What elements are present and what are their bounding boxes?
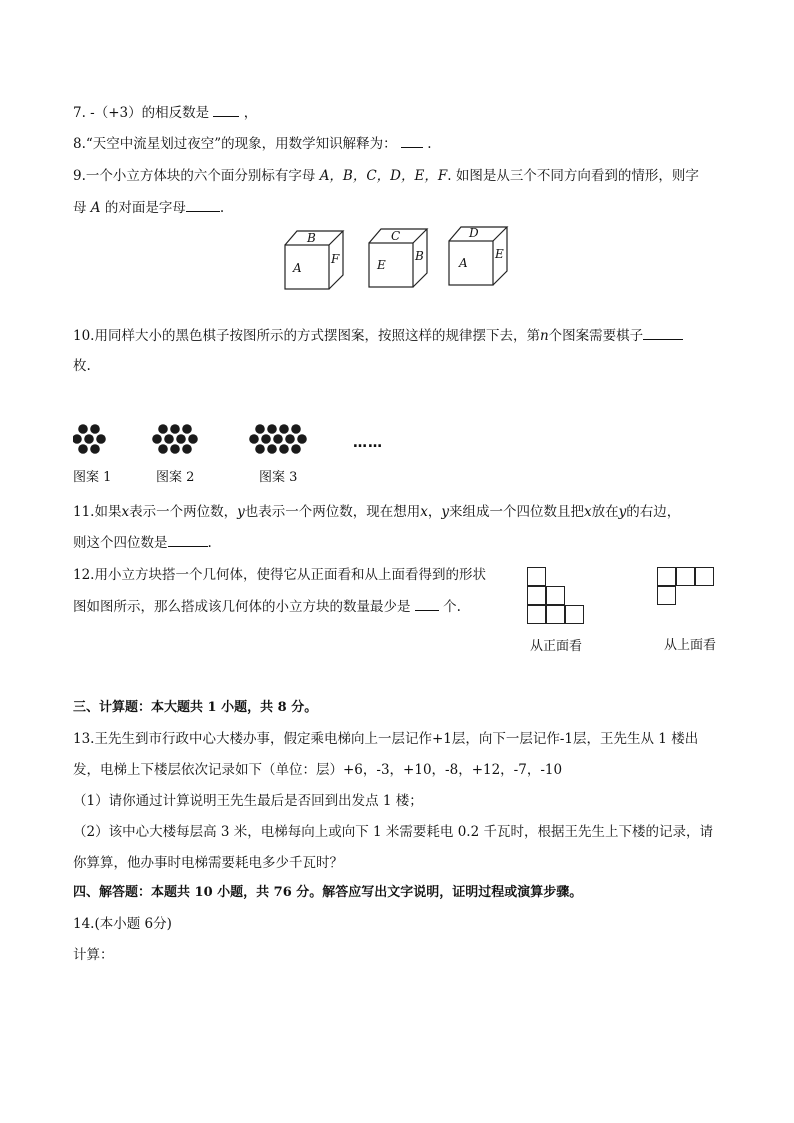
top-view-grid <box>657 567 717 607</box>
q11-punct: . <box>207 535 212 551</box>
cube-1-side-letter: F <box>331 252 340 266</box>
front-view-cell <box>546 605 565 624</box>
question-12-line2 <box>73 598 461 616</box>
q7-text: 7. -（+3）的相反数是 <box>73 105 210 121</box>
question-14-title: 14.(本小题 6分) <box>73 916 172 932</box>
q13-sub2a: （2）该中心大楼每层高 3 米，电梯每向上或向下 1 米需要耗电 0.2 千瓦时，根据王先生上下楼的记录，请 <box>73 824 713 840</box>
q11-y2: y <box>441 504 450 520</box>
top-view-cell <box>657 586 676 605</box>
question-9-line2 <box>73 199 224 217</box>
q13-line1: 13.王先生到市行政中心大楼办事，假定乘电梯向上一层记作+1层，向下一层记作-1层，王先生从 1 楼出 <box>73 731 699 747</box>
question-12-line1 <box>73 566 486 584</box>
section-3-title: 三、计算题：本大题共 1 小题，共 8 分。 <box>73 700 318 715</box>
q9-line2-start: 母 <box>73 200 87 216</box>
cube-2-side-letter: B <box>415 249 424 263</box>
q12-line2: 图如图所示，那么搭成该几何体的小立方块的数量最少是 <box>73 599 411 615</box>
top-view-cell <box>695 567 714 586</box>
q11-x3: x <box>584 504 592 520</box>
cube-views-figure <box>283 225 523 291</box>
cube-1-front-letter: A <box>293 261 302 275</box>
q9-answer-blank[interactable] <box>186 199 220 212</box>
q9-text-end: . 如图是从三个不同方向看到的情形，则字 <box>447 168 699 184</box>
q11-p2: 表示一个两位数， <box>129 504 238 520</box>
cube-2-front-letter: E <box>377 258 386 272</box>
q11-p1: 11.如果 <box>73 504 122 520</box>
chess-pattern-figure <box>73 422 433 458</box>
question-13-sub2a <box>73 823 713 841</box>
pattern-1-label: 图案 1 <box>73 470 112 485</box>
q11-p6: 放在 <box>591 504 619 520</box>
q8-punct: . <box>427 136 432 152</box>
q11-p3: 也表示一个两位数，现在想用 <box>244 504 421 520</box>
front-view-label: 从正面看 <box>530 639 583 654</box>
section-4-title: 四、解答题：本题共 10 小题，共 76 分。解答应写出文字说明，证明过程或演算步骤。 <box>73 885 583 900</box>
question-11-line2 <box>73 534 212 552</box>
cube-2-top-letter: C <box>391 229 401 243</box>
q11-y3: y <box>618 504 627 520</box>
q7-answer-blank[interactable] <box>213 104 239 117</box>
question-13-line2 <box>73 761 562 779</box>
q11-y: y <box>237 504 245 520</box>
question-14-sub: 计算： <box>73 947 114 963</box>
q9-letter-a: A <box>90 200 101 216</box>
q12-punct: 个. <box>443 599 461 615</box>
q10-answer-blank[interactable] <box>643 327 683 340</box>
q10-text: 10.用同样大小的黑色棋子按图所示的方式摆图案，按照这样的规律摆下去，第 <box>73 328 540 344</box>
pattern-2 <box>152 424 198 454</box>
cube-3-top-letter: D <box>469 226 479 240</box>
top-view-label: 从上面看 <box>664 638 717 653</box>
q10-line2: 枚. <box>73 358 91 374</box>
q12-line1: 12.用小立方块搭一个几何体，使得它从正面看和从上面看得到的形状 <box>73 567 486 583</box>
front-view-cell <box>546 586 565 605</box>
cube-1-top-letter: B <box>307 231 316 245</box>
q9-punct: . <box>219 200 225 216</box>
question-8 <box>73 135 432 153</box>
front-view-cell <box>527 586 546 605</box>
pattern-1 <box>73 424 106 454</box>
q12-answer-blank[interactable] <box>415 598 439 611</box>
q8-text: 8.“天空中流星划过夜空”的现象，用数学知识解释为： <box>73 136 397 152</box>
question-7 <box>73 104 257 122</box>
q11-x2: x <box>420 504 428 520</box>
pattern-2-label: 图案 2 <box>156 470 195 485</box>
question-10-line1 <box>73 327 683 345</box>
question-13-line1 <box>73 730 698 748</box>
front-view-cell <box>527 605 546 624</box>
question-11-line1 <box>73 503 680 521</box>
q10-n: n <box>539 328 549 344</box>
front-view-cell <box>527 567 546 586</box>
q9-letters: A，B，C，D，E，F <box>319 168 448 184</box>
q11-p4: ， <box>427 504 442 520</box>
q10-text-end: 个图案需要棋子 <box>548 328 644 344</box>
pattern-ellipsis: …… <box>353 435 383 451</box>
q9-line2-end: 的对面是字母 <box>104 200 186 216</box>
pattern-3 <box>249 424 307 454</box>
q13-sub1: （1）请你通过计算说明王先生最后是否回到出发点 1 楼； <box>73 793 423 809</box>
q8-answer-blank[interactable] <box>401 135 423 148</box>
q7-punct: ， <box>243 105 258 121</box>
cube-3-front-letter: A <box>459 256 468 270</box>
q11-x: x <box>121 504 130 520</box>
top-view-cell <box>676 567 695 586</box>
q11-p5: 来组成一个四位数且把 <box>449 504 585 520</box>
question-13-sub2b <box>73 854 343 872</box>
question-13-sub1 <box>73 792 423 810</box>
q11-p7: 的右边， <box>626 504 681 520</box>
q11-answer-blank[interactable] <box>168 534 208 547</box>
cube-3-side-letter: E <box>495 247 504 261</box>
question-9-line1 <box>73 167 699 185</box>
q11-line2: 则这个四位数是 <box>73 535 168 551</box>
question-10-line2 <box>73 357 91 375</box>
pattern-3-label: 图案 3 <box>259 470 298 485</box>
top-view-cell <box>657 567 676 586</box>
front-view-cell <box>565 605 584 624</box>
q9-text: 9.一个小立方体块的六个面分别标有字母 <box>73 168 316 184</box>
q13-sub2b: 你算算，他办事时电梯需要耗电多少千瓦时？ <box>73 855 343 871</box>
q13-line2: 发，电梯上下楼层依次记录如下（单位：层）+6，-3，+10，-8，+12，-7，-10 <box>73 762 563 778</box>
front-view-grid <box>527 567 587 627</box>
